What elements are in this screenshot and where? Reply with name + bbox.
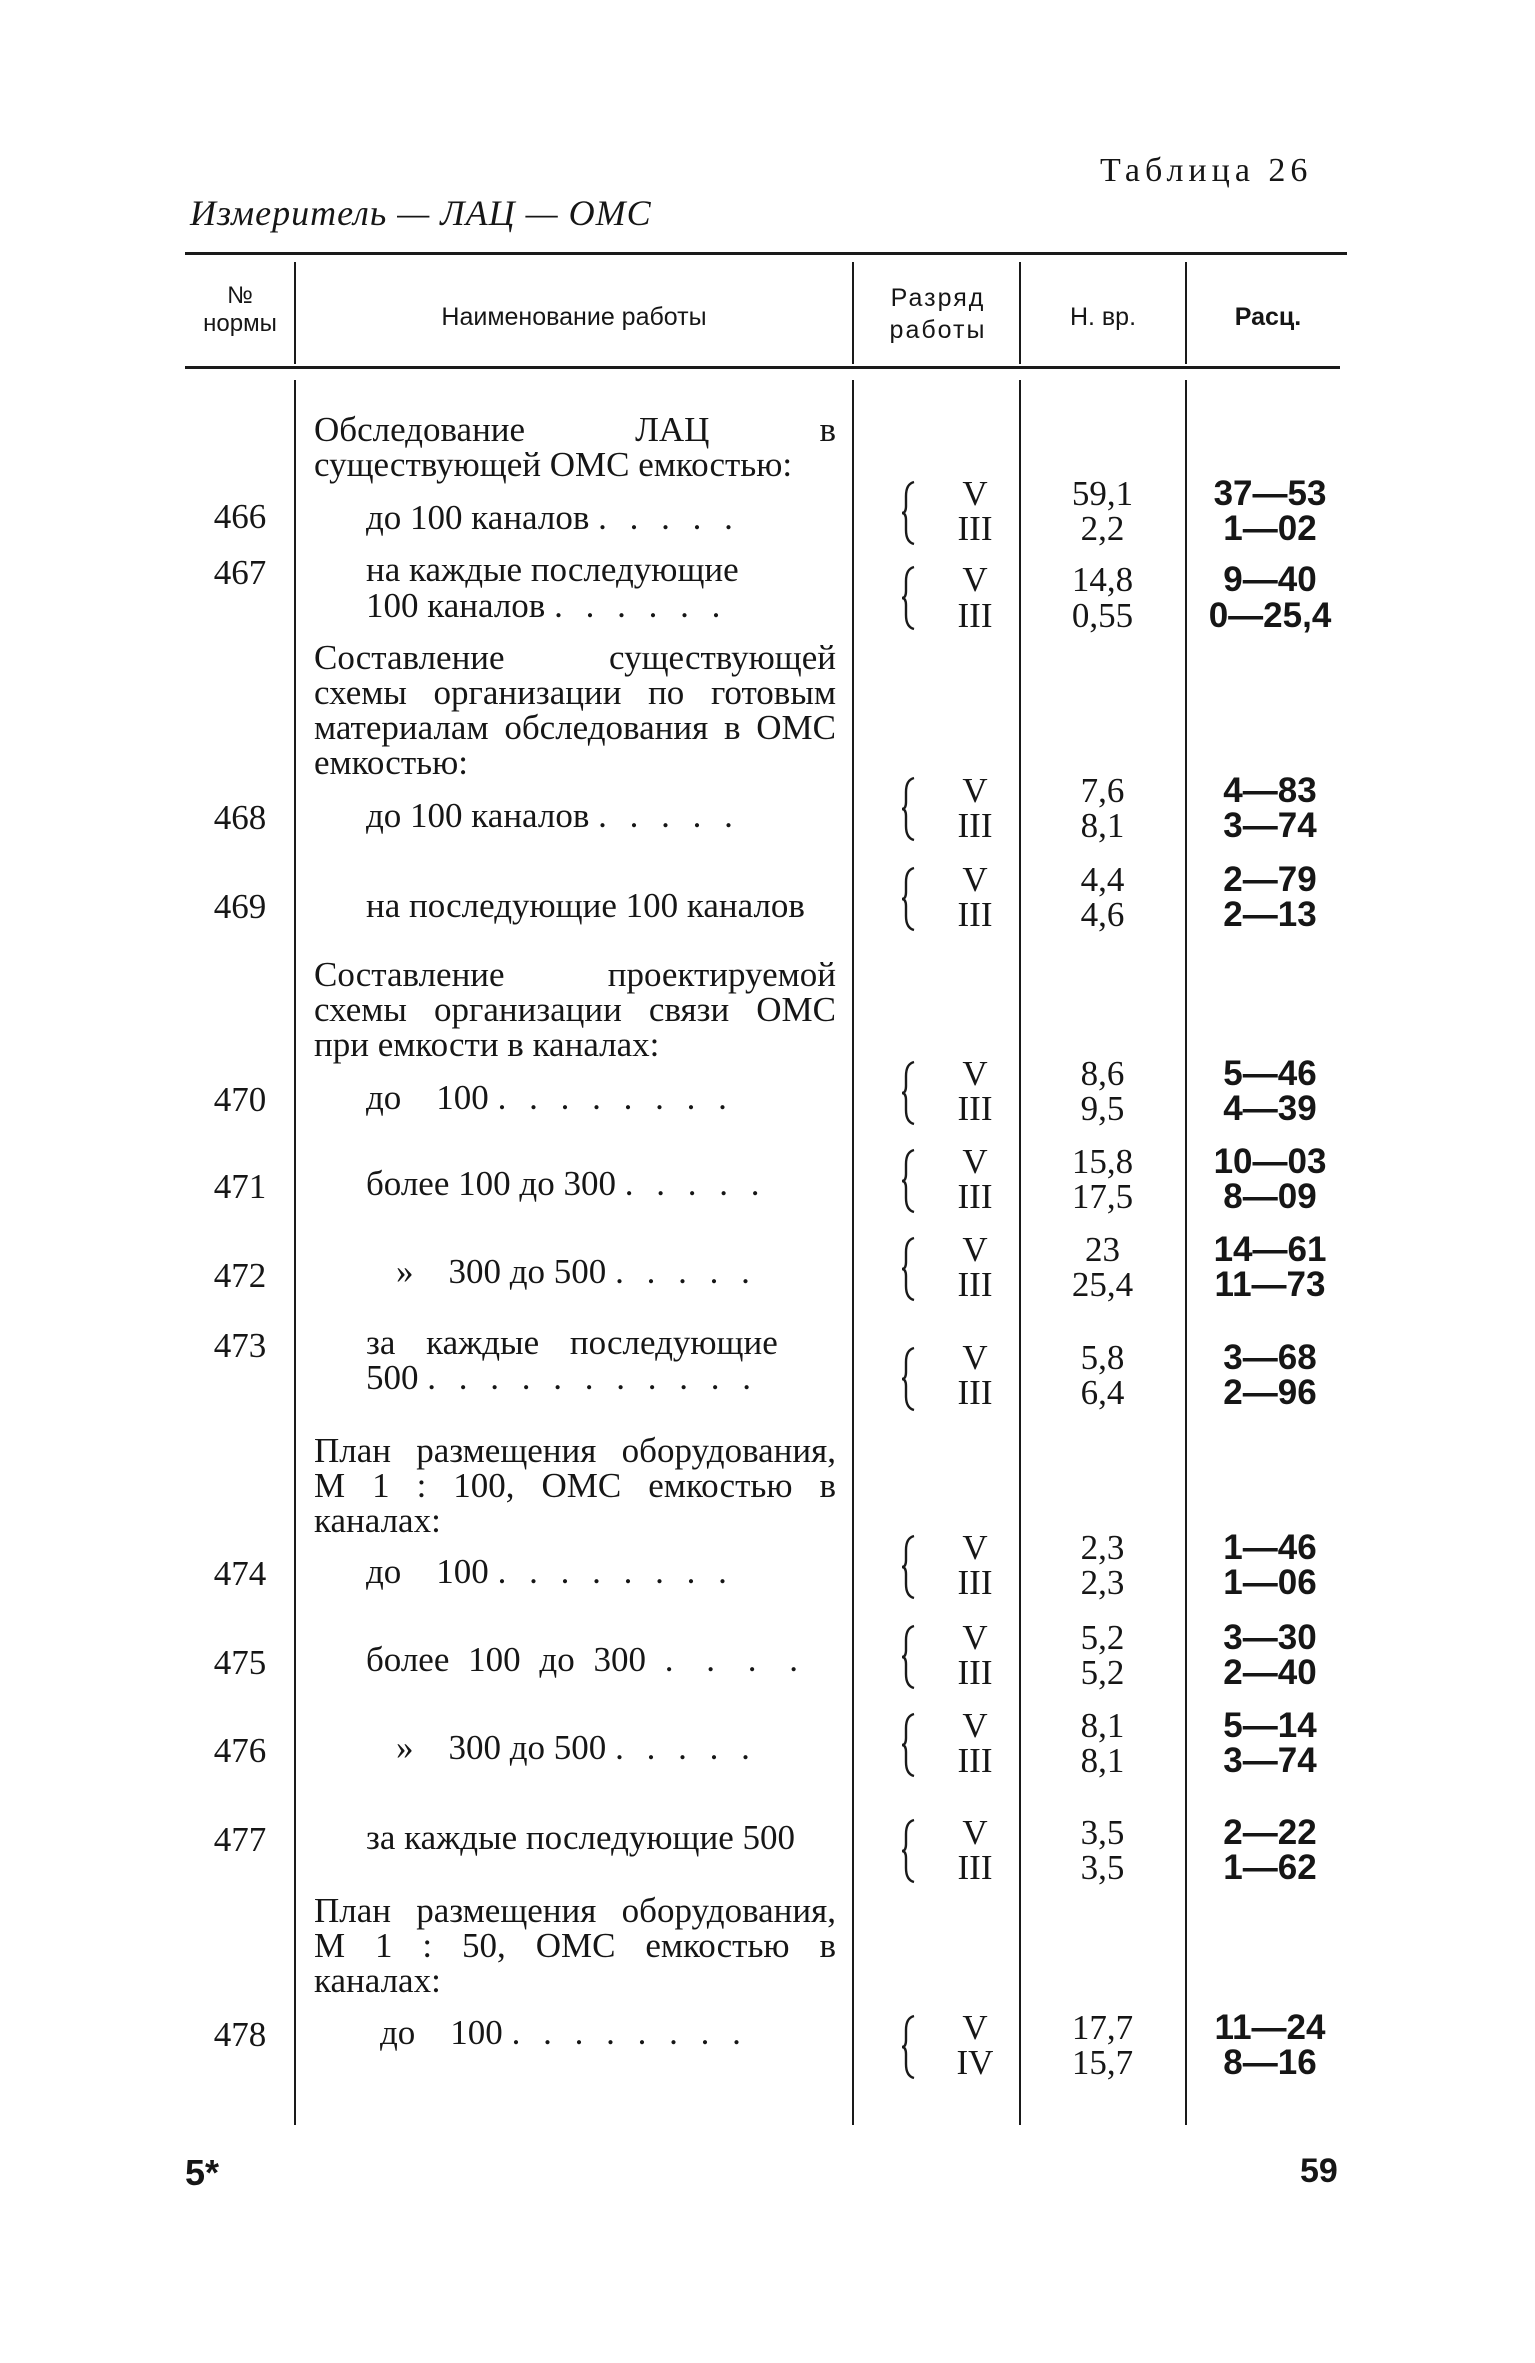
rate-value: 2—79 xyxy=(1223,860,1317,899)
work-item-label: » 300 до 500 . . . . . xyxy=(396,1252,757,1291)
time-norm-value: 5,8 xyxy=(1080,1338,1125,1377)
brace-icon xyxy=(900,1060,918,1126)
col-divider-2-body xyxy=(852,380,854,2125)
work-item-label: 100 каналов . . . . . . xyxy=(366,586,728,625)
rate-value: 1—62 xyxy=(1223,1848,1317,1887)
time-norm-value: 3,5 xyxy=(1080,1848,1125,1887)
rate-value: 2—13 xyxy=(1223,895,1317,934)
rate-value: 3—74 xyxy=(1223,806,1317,845)
work-grade: III xyxy=(957,1563,993,1602)
work-grade: IV xyxy=(956,2043,994,2082)
rate-value: 2—40 xyxy=(1223,1653,1317,1692)
work-grade: V xyxy=(962,1528,988,1567)
work-item-label: на каждые последующие xyxy=(366,550,739,589)
work-grade: V xyxy=(962,1706,988,1745)
time-norm-value: 17,7 xyxy=(1071,2008,1134,2047)
section-intro: План размещения оборудования, М 1 : 100, ОМС емкостью в каналах: xyxy=(314,1431,836,1540)
norm-number: 477 xyxy=(213,1820,267,1859)
rate-value: 4—83 xyxy=(1223,771,1317,810)
table-meter-caption: Измеритель — ЛАЦ — ОМС xyxy=(190,193,652,233)
work-item-label: на последующие 100 каналов xyxy=(366,886,805,925)
header-work-grade: Разряд работы xyxy=(889,284,987,344)
rate-value: 11—24 xyxy=(1214,2008,1326,2047)
work-grade: III xyxy=(957,1653,993,1692)
table-number: Таблица 26 xyxy=(1100,152,1313,189)
brace-icon xyxy=(900,1148,918,1214)
section-intro: План размещения оборудования, М 1 : 50, ОМС емкостью в каналах: xyxy=(314,1891,836,2000)
time-norm-value: 15,7 xyxy=(1071,2043,1134,2082)
work-grade: V xyxy=(962,1054,988,1093)
time-norm-value: 2,3 xyxy=(1080,1528,1125,1567)
work-grade: III xyxy=(957,1741,993,1780)
rate-value: 3—74 xyxy=(1223,1741,1317,1780)
time-norm-value: 59,1 xyxy=(1071,474,1134,513)
rate-value: 1—06 xyxy=(1223,1563,1317,1602)
section-intro: Составление проектируемой схемы организации связи ОМС при емкости в каналах: xyxy=(314,955,836,1064)
time-norm-value: 2,2 xyxy=(1080,509,1125,548)
work-grade: III xyxy=(957,1265,993,1304)
header-time-norm: Н. вр. xyxy=(1069,303,1137,331)
work-item-label: до 100 . . . . . . . . xyxy=(366,1552,734,1591)
section-intro: Составление существующей схемы организации по готовым материалам обследования в ОМС емкостью: xyxy=(314,638,836,782)
rate-value: 1—46 xyxy=(1223,1528,1317,1567)
work-item-label: за каждые последующие 500 xyxy=(366,1818,796,1857)
work-grade: III xyxy=(957,1177,993,1216)
work-grade: V xyxy=(962,1813,988,1852)
work-grade: III xyxy=(957,1848,993,1887)
header-work-name: Наименование работы xyxy=(441,303,707,331)
work-grade: III xyxy=(957,806,993,845)
time-norm-value: 17,5 xyxy=(1071,1177,1134,1216)
work-grade: V xyxy=(962,1230,988,1269)
time-norm-value: 9,5 xyxy=(1080,1089,1125,1128)
norm-number: 469 xyxy=(213,887,267,926)
rate-value: 3—68 xyxy=(1223,1338,1317,1377)
rate-value: 0—25,4 xyxy=(1208,596,1332,635)
time-norm-value: 3,5 xyxy=(1080,1813,1125,1852)
col-divider-1 xyxy=(294,262,296,364)
work-grade: V xyxy=(962,1142,988,1181)
norm-number: 472 xyxy=(213,1256,267,1295)
work-grade: III xyxy=(957,596,993,635)
section-intro: Обследование ЛАЦ в существующей ОМС емкостью: xyxy=(314,410,836,484)
work-grade: V xyxy=(962,1618,988,1657)
rate-value: 4—39 xyxy=(1223,1089,1317,1128)
header-rate: Расц. xyxy=(1234,303,1302,331)
time-norm-value: 25,4 xyxy=(1071,1265,1134,1304)
norm-number: 466 xyxy=(213,497,267,536)
rate-value: 3—30 xyxy=(1223,1618,1317,1657)
work-item-label: 500 . . . . . . . . . . . xyxy=(366,1358,758,1397)
time-norm-value: 8,1 xyxy=(1080,806,1125,845)
rate-value: 2—96 xyxy=(1223,1373,1317,1412)
rate-value: 9—40 xyxy=(1223,560,1317,599)
work-item-label: до 100 . . . . . . . . xyxy=(366,1078,734,1117)
rate-value: 8—09 xyxy=(1223,1177,1317,1216)
norm-number: 475 xyxy=(213,1643,267,1682)
time-norm-value: 8,1 xyxy=(1080,1741,1125,1780)
norm-number: 468 xyxy=(213,798,267,837)
brace-icon xyxy=(900,1712,918,1778)
time-norm-value: 5,2 xyxy=(1080,1653,1125,1692)
table-top-rule xyxy=(185,252,1347,255)
rate-value: 2—22 xyxy=(1223,1813,1317,1852)
norm-number: 474 xyxy=(213,1554,267,1593)
work-item-label: за каждые последующие xyxy=(366,1323,778,1362)
work-item-label: до 100 каналов . . . . . xyxy=(366,796,740,835)
col-divider-4 xyxy=(1185,262,1187,364)
col-divider-3 xyxy=(1019,262,1021,364)
time-norm-value: 4,4 xyxy=(1080,860,1125,899)
work-item-label: до 100 . . . . . . . . xyxy=(380,2013,748,2052)
time-norm-value: 5,2 xyxy=(1080,1618,1125,1657)
rate-value: 5—46 xyxy=(1223,1054,1317,1093)
brace-icon xyxy=(900,2014,918,2080)
work-item-label: » 300 до 500 . . . . . xyxy=(396,1728,757,1767)
rate-value: 1—02 xyxy=(1223,509,1317,548)
brace-icon xyxy=(900,1236,918,1302)
brace-icon xyxy=(900,480,918,546)
norm-number: 476 xyxy=(213,1731,267,1770)
brace-icon xyxy=(900,1346,918,1412)
col-divider-1-body xyxy=(294,380,296,2125)
work-item-label: более 100 до 300 . . . . . xyxy=(366,1164,767,1203)
work-grade: III xyxy=(957,509,993,548)
col-divider-2 xyxy=(852,262,854,364)
work-item-label: до 100 каналов . . . . . xyxy=(366,498,740,537)
header-norm-number: № нормы xyxy=(203,282,277,337)
time-norm-value: 15,8 xyxy=(1071,1142,1134,1181)
rate-value: 14—61 xyxy=(1213,1230,1327,1269)
time-norm-value: 8,6 xyxy=(1080,1054,1125,1093)
work-grade: V xyxy=(962,1338,988,1377)
time-norm-value: 23 xyxy=(1085,1230,1120,1269)
table-header-rule xyxy=(185,366,1340,369)
rate-value: 8—16 xyxy=(1223,2043,1317,2082)
brace-icon xyxy=(900,1624,918,1690)
time-norm-value: 2,3 xyxy=(1080,1563,1125,1602)
brace-icon xyxy=(900,866,918,932)
time-norm-value: 6,4 xyxy=(1080,1373,1125,1412)
time-norm-value: 8,1 xyxy=(1080,1706,1125,1745)
rate-value: 37—53 xyxy=(1213,474,1327,513)
work-grade: III xyxy=(957,895,993,934)
brace-icon xyxy=(900,1818,918,1884)
work-grade: V xyxy=(962,474,988,513)
brace-icon xyxy=(900,1534,918,1600)
time-norm-value: 0,55 xyxy=(1071,596,1134,635)
work-grade: V xyxy=(962,771,988,810)
rate-value: 10—03 xyxy=(1213,1142,1327,1181)
signature-mark: 5* xyxy=(185,2152,220,2193)
norm-number: 473 xyxy=(213,1326,267,1365)
norm-number: 471 xyxy=(213,1167,267,1206)
work-grade: III xyxy=(957,1089,993,1128)
work-grade: V xyxy=(962,860,988,899)
work-grade: V xyxy=(962,2008,988,2047)
norm-number: 470 xyxy=(213,1080,267,1119)
work-grade: V xyxy=(962,560,988,599)
page-number: 59 xyxy=(1300,2152,1338,2190)
work-grade: III xyxy=(957,1373,993,1412)
brace-icon xyxy=(900,565,918,631)
rate-value: 11—73 xyxy=(1214,1265,1326,1304)
norm-number: 467 xyxy=(213,553,267,592)
rate-value: 5—14 xyxy=(1223,1706,1317,1745)
norm-number: 478 xyxy=(213,2015,267,2054)
time-norm-value: 4,6 xyxy=(1080,895,1125,934)
time-norm-value: 14,8 xyxy=(1071,560,1134,599)
time-norm-value: 7,6 xyxy=(1080,771,1125,810)
brace-icon xyxy=(900,776,918,842)
work-item-label: более 100 до 300 . . . . xyxy=(366,1640,805,1679)
